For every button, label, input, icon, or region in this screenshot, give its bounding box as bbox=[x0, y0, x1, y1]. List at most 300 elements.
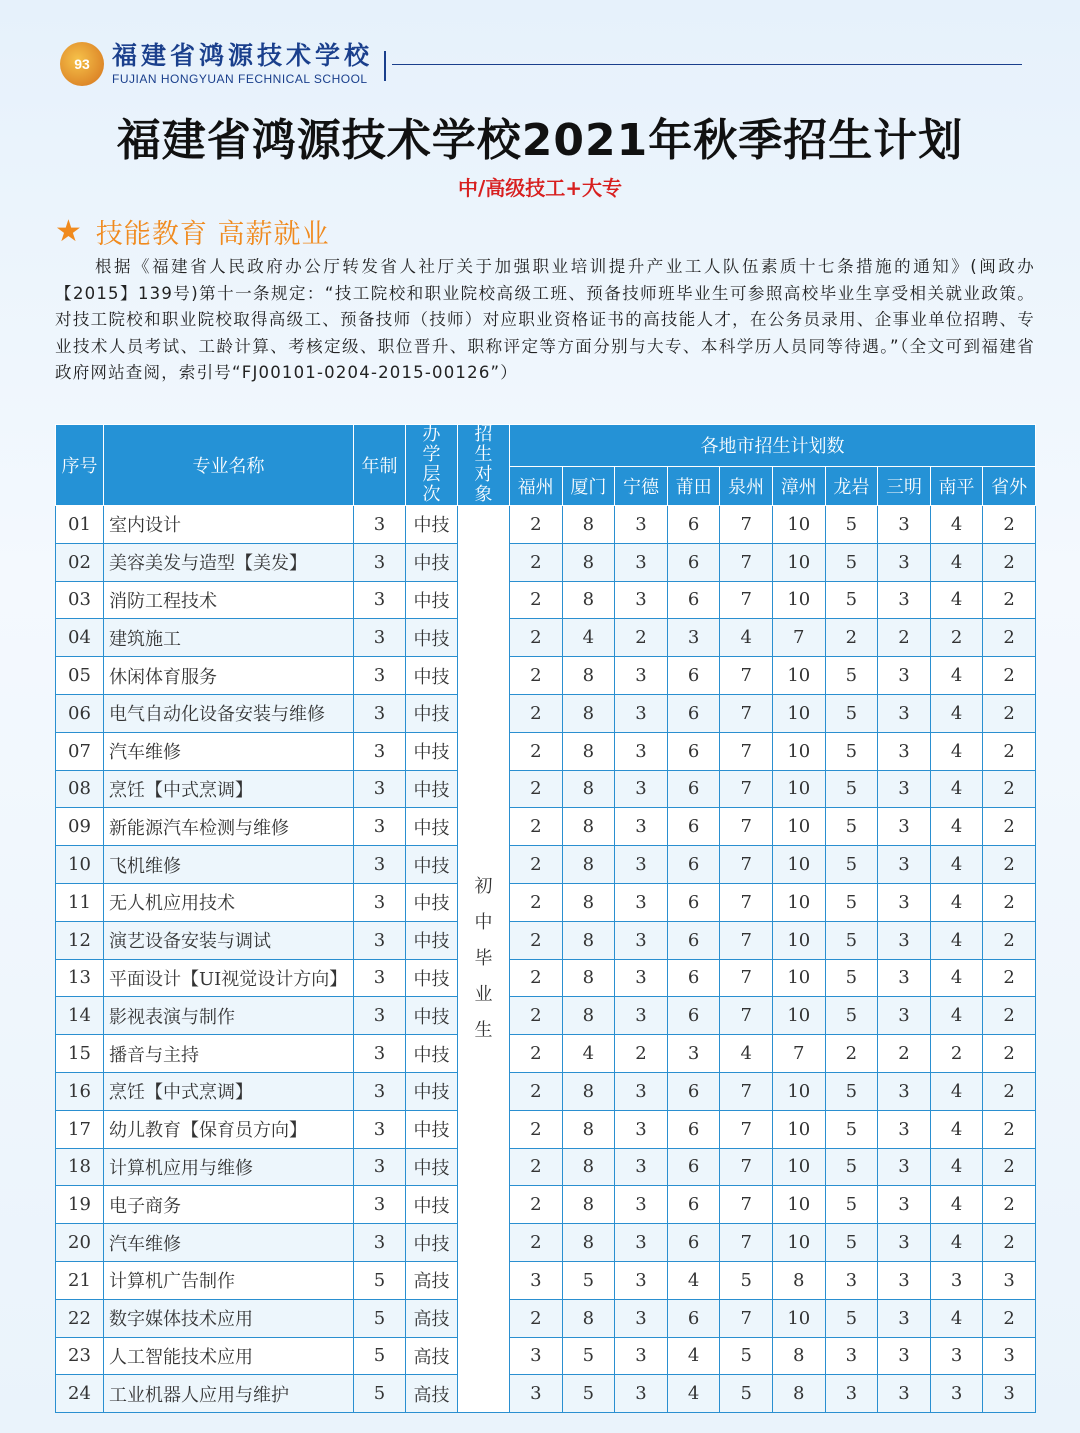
row-count: 2 bbox=[983, 657, 1036, 695]
row-level: 中技 bbox=[406, 997, 458, 1035]
row-count: 8 bbox=[562, 883, 615, 921]
row-count: 6 bbox=[667, 1148, 720, 1186]
row-count: 4 bbox=[930, 1148, 983, 1186]
row-count: 3 bbox=[667, 619, 720, 657]
row-count: 8 bbox=[562, 1299, 615, 1337]
row-count: 3 bbox=[878, 1148, 931, 1186]
row-count: 10 bbox=[772, 921, 825, 959]
table-row bbox=[56, 1375, 1036, 1413]
row-count: 7 bbox=[720, 732, 773, 770]
row-count: 3 bbox=[510, 1261, 563, 1299]
table-row bbox=[56, 1186, 1036, 1224]
table-row bbox=[56, 1110, 1036, 1148]
row-count: 6 bbox=[667, 506, 720, 544]
row-count: 6 bbox=[667, 997, 720, 1035]
table-row bbox=[56, 619, 1036, 657]
row-count: 4 bbox=[930, 694, 983, 732]
row-count: 8 bbox=[562, 732, 615, 770]
table-row bbox=[56, 1261, 1036, 1299]
row-count: 4 bbox=[930, 1224, 983, 1262]
row-count: 3 bbox=[930, 1337, 983, 1375]
row-name: 烹饪【中式烹调】 bbox=[104, 770, 354, 808]
row-level: 中技 bbox=[406, 543, 458, 581]
row-years: 3 bbox=[354, 921, 406, 959]
row-count: 10 bbox=[772, 959, 825, 997]
row-count: 2 bbox=[878, 1035, 931, 1073]
row-count: 2 bbox=[825, 1035, 878, 1073]
row-seq: 07 bbox=[56, 732, 104, 770]
table-row bbox=[56, 921, 1036, 959]
row-count: 3 bbox=[615, 694, 668, 732]
row-count: 2 bbox=[510, 921, 563, 959]
row-count: 3 bbox=[878, 770, 931, 808]
row-level: 中技 bbox=[406, 619, 458, 657]
row-name: 消防工程技术 bbox=[104, 581, 354, 619]
row-level: 中技 bbox=[406, 732, 458, 770]
row-count: 7 bbox=[720, 959, 773, 997]
table-row bbox=[56, 1224, 1036, 1262]
row-count: 2 bbox=[510, 732, 563, 770]
row-count: 7 bbox=[720, 921, 773, 959]
row-count: 6 bbox=[667, 846, 720, 884]
page-title: 福建省鸿源技术学校2021年秋季招生计划 bbox=[116, 115, 964, 166]
row-count: 10 bbox=[772, 657, 825, 695]
row-count: 3 bbox=[878, 543, 931, 581]
row-level: 中技 bbox=[406, 1224, 458, 1262]
row-count: 2 bbox=[510, 770, 563, 808]
row-count: 5 bbox=[825, 1110, 878, 1148]
row-level: 中技 bbox=[406, 921, 458, 959]
table-row bbox=[56, 846, 1036, 884]
header-target-text: 招生对象 bbox=[474, 424, 493, 505]
row-count: 3 bbox=[615, 846, 668, 884]
row-count: 3 bbox=[878, 959, 931, 997]
row-count: 7 bbox=[720, 770, 773, 808]
header-regions-group: 各地市招生计划数 bbox=[510, 425, 1036, 467]
row-name: 影视表演与制作 bbox=[104, 997, 354, 1035]
row-count: 2 bbox=[983, 1035, 1036, 1073]
row-count: 2 bbox=[983, 1186, 1036, 1224]
row-years: 5 bbox=[354, 1299, 406, 1337]
row-count: 2 bbox=[983, 1110, 1036, 1148]
row-count: 4 bbox=[930, 732, 983, 770]
row-count: 3 bbox=[878, 506, 931, 544]
row-count: 8 bbox=[562, 997, 615, 1035]
school-names bbox=[112, 43, 373, 85]
star-icon: ★ bbox=[55, 214, 82, 249]
row-count: 3 bbox=[615, 1337, 668, 1375]
row-count: 8 bbox=[772, 1337, 825, 1375]
row-count: 3 bbox=[878, 1224, 931, 1262]
header-divider bbox=[384, 51, 386, 81]
row-level: 中技 bbox=[406, 506, 458, 544]
row-count: 3 bbox=[615, 959, 668, 997]
row-count: 7 bbox=[720, 543, 773, 581]
row-name: 新能源汽车检测与维修 bbox=[104, 808, 354, 846]
row-count: 10 bbox=[772, 732, 825, 770]
row-count: 6 bbox=[667, 883, 720, 921]
row-count: 8 bbox=[562, 506, 615, 544]
table-row bbox=[56, 808, 1036, 846]
row-count: 3 bbox=[878, 1375, 931, 1413]
row-count: 8 bbox=[772, 1375, 825, 1413]
row-count: 10 bbox=[772, 1224, 825, 1262]
row-count: 5 bbox=[825, 1148, 878, 1186]
row-level: 中技 bbox=[406, 657, 458, 695]
row-count: 2 bbox=[510, 506, 563, 544]
row-count: 3 bbox=[825, 1261, 878, 1299]
row-count: 7 bbox=[720, 808, 773, 846]
row-count: 4 bbox=[930, 883, 983, 921]
row-count: 2 bbox=[510, 1299, 563, 1337]
row-count: 10 bbox=[772, 1110, 825, 1148]
row-level: 高技 bbox=[406, 1299, 458, 1337]
row-count: 2 bbox=[983, 1072, 1036, 1110]
header-years: 年制 bbox=[354, 425, 406, 506]
row-count: 4 bbox=[930, 1072, 983, 1110]
row-count: 2 bbox=[983, 619, 1036, 657]
row-years: 3 bbox=[354, 694, 406, 732]
row-count: 2 bbox=[510, 619, 563, 657]
row-count: 2 bbox=[510, 694, 563, 732]
row-count: 7 bbox=[772, 619, 825, 657]
row-count: 2 bbox=[983, 921, 1036, 959]
row-count: 2 bbox=[615, 1035, 668, 1073]
row-count: 2 bbox=[510, 657, 563, 695]
row-count: 3 bbox=[615, 1186, 668, 1224]
row-count: 2 bbox=[510, 997, 563, 1035]
row-count: 3 bbox=[615, 581, 668, 619]
row-count: 3 bbox=[510, 1375, 563, 1413]
row-count: 2 bbox=[878, 619, 931, 657]
row-count: 3 bbox=[878, 1186, 931, 1224]
row-years: 3 bbox=[354, 1148, 406, 1186]
row-count: 3 bbox=[615, 883, 668, 921]
row-name: 工业机器人应用与维护 bbox=[104, 1375, 354, 1413]
header-region: 漳州 bbox=[772, 466, 825, 505]
row-count: 3 bbox=[615, 657, 668, 695]
table-row bbox=[56, 732, 1036, 770]
row-count: 4 bbox=[930, 846, 983, 884]
row-seq: 23 bbox=[56, 1337, 104, 1375]
row-level: 高技 bbox=[406, 1261, 458, 1299]
row-count: 5 bbox=[825, 543, 878, 581]
row-name: 数字媒体技术应用 bbox=[104, 1299, 354, 1337]
row-count: 2 bbox=[983, 581, 1036, 619]
row-name: 烹饪【中式烹调】 bbox=[104, 1072, 354, 1110]
row-count: 5 bbox=[825, 657, 878, 695]
row-count: 2 bbox=[510, 959, 563, 997]
row-count: 4 bbox=[930, 543, 983, 581]
table-row bbox=[56, 1299, 1036, 1337]
row-count: 5 bbox=[825, 959, 878, 997]
row-name: 汽车维修 bbox=[104, 1224, 354, 1262]
row-seq: 04 bbox=[56, 619, 104, 657]
slogan-text: 技能教育 高薪就业 bbox=[95, 219, 330, 250]
row-count: 3 bbox=[878, 921, 931, 959]
row-years: 3 bbox=[354, 959, 406, 997]
row-count: 3 bbox=[615, 1110, 668, 1148]
row-count: 7 bbox=[720, 1110, 773, 1148]
row-count: 2 bbox=[983, 732, 1036, 770]
row-count: 7 bbox=[720, 581, 773, 619]
row-seq: 19 bbox=[56, 1186, 104, 1224]
row-name: 播音与主持 bbox=[104, 1035, 354, 1073]
row-count: 4 bbox=[930, 1186, 983, 1224]
row-count: 4 bbox=[930, 1110, 983, 1148]
row-count: 4 bbox=[562, 1035, 615, 1073]
row-count: 2 bbox=[510, 581, 563, 619]
row-level: 中技 bbox=[406, 1110, 458, 1148]
row-count: 4 bbox=[930, 921, 983, 959]
row-count: 10 bbox=[772, 1186, 825, 1224]
row-count: 3 bbox=[615, 732, 668, 770]
row-seq: 24 bbox=[56, 1375, 104, 1413]
row-name: 汽车维修 bbox=[104, 732, 354, 770]
row-name: 电子商务 bbox=[104, 1186, 354, 1224]
row-count: 2 bbox=[510, 1072, 563, 1110]
row-count: 2 bbox=[510, 1035, 563, 1073]
row-count: 3 bbox=[615, 997, 668, 1035]
row-count: 2 bbox=[983, 959, 1036, 997]
row-count: 8 bbox=[562, 770, 615, 808]
row-count: 4 bbox=[667, 1375, 720, 1413]
row-count: 5 bbox=[825, 1299, 878, 1337]
row-seq: 02 bbox=[56, 543, 104, 581]
row-count: 8 bbox=[562, 808, 615, 846]
row-count: 3 bbox=[615, 543, 668, 581]
row-count: 7 bbox=[720, 1072, 773, 1110]
row-name: 室内设计 bbox=[104, 506, 354, 544]
header-region: 龙岩 bbox=[825, 466, 878, 505]
row-count: 2 bbox=[983, 770, 1036, 808]
row-years: 5 bbox=[354, 1261, 406, 1299]
row-name: 平面设计【UI视觉设计方向】 bbox=[104, 959, 354, 997]
table-row bbox=[56, 543, 1036, 581]
row-count: 3 bbox=[983, 1337, 1036, 1375]
row-count: 2 bbox=[510, 1110, 563, 1148]
row-count: 4 bbox=[720, 1035, 773, 1073]
row-name: 无人机应用技术 bbox=[104, 883, 354, 921]
row-name: 美容美发与造型【美发】 bbox=[104, 543, 354, 581]
table-row bbox=[56, 1035, 1036, 1073]
row-count: 3 bbox=[878, 1261, 931, 1299]
row-count: 5 bbox=[825, 770, 878, 808]
row-count: 4 bbox=[930, 581, 983, 619]
row-name: 电气自动化设备安装与维修 bbox=[104, 694, 354, 732]
row-name: 幼儿教育【保育员方向】 bbox=[104, 1110, 354, 1148]
row-seq: 06 bbox=[56, 694, 104, 732]
row-count: 5 bbox=[825, 1224, 878, 1262]
row-years: 3 bbox=[354, 883, 406, 921]
row-count: 3 bbox=[878, 1299, 931, 1337]
row-count: 3 bbox=[878, 808, 931, 846]
row-years: 5 bbox=[354, 1337, 406, 1375]
row-years: 3 bbox=[354, 657, 406, 695]
row-count: 5 bbox=[825, 732, 878, 770]
row-count: 3 bbox=[930, 1375, 983, 1413]
header-level bbox=[406, 425, 458, 506]
row-level: 中技 bbox=[406, 1072, 458, 1110]
row-count: 2 bbox=[983, 808, 1036, 846]
row-count: 7 bbox=[772, 1035, 825, 1073]
target-cell bbox=[458, 506, 510, 1413]
row-count: 5 bbox=[562, 1337, 615, 1375]
row-seq: 20 bbox=[56, 1224, 104, 1262]
row-years: 3 bbox=[354, 506, 406, 544]
row-count: 3 bbox=[615, 808, 668, 846]
row-count: 2 bbox=[510, 1148, 563, 1186]
row-count: 8 bbox=[562, 1148, 615, 1186]
row-level: 中技 bbox=[406, 581, 458, 619]
row-count: 10 bbox=[772, 1299, 825, 1337]
row-count: 4 bbox=[667, 1261, 720, 1299]
row-count: 7 bbox=[720, 1224, 773, 1262]
row-count: 5 bbox=[720, 1337, 773, 1375]
row-count: 7 bbox=[720, 694, 773, 732]
row-count: 3 bbox=[878, 846, 931, 884]
row-count: 2 bbox=[983, 883, 1036, 921]
row-count: 6 bbox=[667, 1224, 720, 1262]
row-count: 7 bbox=[720, 506, 773, 544]
row-count: 2 bbox=[510, 1186, 563, 1224]
row-count: 3 bbox=[878, 581, 931, 619]
row-seq: 03 bbox=[56, 581, 104, 619]
row-seq: 21 bbox=[56, 1261, 104, 1299]
row-count: 3 bbox=[667, 1035, 720, 1073]
row-count: 5 bbox=[720, 1375, 773, 1413]
row-level: 中技 bbox=[406, 1186, 458, 1224]
row-years: 3 bbox=[354, 1072, 406, 1110]
row-count: 2 bbox=[825, 619, 878, 657]
school-name-en: FUJIAN HONGYUAN FECHNICAL SCHOOL bbox=[112, 72, 368, 86]
row-seq: 18 bbox=[56, 1148, 104, 1186]
row-count: 3 bbox=[983, 1261, 1036, 1299]
row-seq: 14 bbox=[56, 997, 104, 1035]
row-count: 3 bbox=[615, 770, 668, 808]
row-count: 5 bbox=[825, 921, 878, 959]
row-count: 8 bbox=[772, 1261, 825, 1299]
header-region: 省外 bbox=[983, 466, 1036, 505]
row-count: 3 bbox=[615, 921, 668, 959]
row-count: 5 bbox=[825, 694, 878, 732]
row-count: 2 bbox=[510, 1224, 563, 1262]
row-years: 3 bbox=[354, 770, 406, 808]
row-count: 8 bbox=[562, 581, 615, 619]
row-years: 3 bbox=[354, 997, 406, 1035]
row-count: 4 bbox=[930, 997, 983, 1035]
row-years: 3 bbox=[354, 619, 406, 657]
row-count: 5 bbox=[562, 1375, 615, 1413]
row-count: 10 bbox=[772, 883, 825, 921]
row-years: 3 bbox=[354, 1224, 406, 1262]
table-row bbox=[56, 506, 1036, 544]
row-level: 中技 bbox=[406, 694, 458, 732]
row-count: 3 bbox=[983, 1375, 1036, 1413]
row-count: 2 bbox=[983, 694, 1036, 732]
row-years: 3 bbox=[354, 1035, 406, 1073]
row-count: 3 bbox=[878, 883, 931, 921]
row-count: 10 bbox=[772, 808, 825, 846]
row-count: 6 bbox=[667, 732, 720, 770]
row-seq: 16 bbox=[56, 1072, 104, 1110]
row-count: 2 bbox=[983, 1148, 1036, 1186]
header-region: 厦门 bbox=[562, 466, 615, 505]
header-target bbox=[458, 425, 510, 506]
row-years: 3 bbox=[354, 581, 406, 619]
row-count: 6 bbox=[667, 1299, 720, 1337]
row-count: 6 bbox=[667, 1110, 720, 1148]
row-level: 中技 bbox=[406, 1148, 458, 1186]
row-level: 中技 bbox=[406, 959, 458, 997]
row-count: 3 bbox=[878, 997, 931, 1035]
row-count: 2 bbox=[983, 543, 1036, 581]
row-count: 5 bbox=[825, 1186, 878, 1224]
row-count: 2 bbox=[983, 506, 1036, 544]
enrollment-plan-table bbox=[55, 424, 1036, 1413]
row-count: 4 bbox=[930, 959, 983, 997]
row-years: 5 bbox=[354, 1375, 406, 1413]
header-region: 南平 bbox=[930, 466, 983, 505]
row-count: 2 bbox=[510, 883, 563, 921]
row-count: 3 bbox=[878, 1072, 931, 1110]
row-name: 演艺设备安装与调试 bbox=[104, 921, 354, 959]
header-seq: 序号 bbox=[56, 425, 104, 506]
row-count: 4 bbox=[667, 1337, 720, 1375]
row-count: 7 bbox=[720, 1299, 773, 1337]
row-level: 中技 bbox=[406, 770, 458, 808]
row-count: 2 bbox=[930, 619, 983, 657]
row-years: 3 bbox=[354, 808, 406, 846]
table-row bbox=[56, 581, 1036, 619]
row-count: 10 bbox=[772, 1148, 825, 1186]
row-count: 3 bbox=[510, 1337, 563, 1375]
row-count: 8 bbox=[562, 1110, 615, 1148]
row-count: 6 bbox=[667, 770, 720, 808]
row-count: 6 bbox=[667, 921, 720, 959]
table-row bbox=[56, 1072, 1036, 1110]
row-name: 人工智能技术应用 bbox=[104, 1337, 354, 1375]
row-seq: 05 bbox=[56, 657, 104, 695]
row-seq: 08 bbox=[56, 770, 104, 808]
row-count: 10 bbox=[772, 543, 825, 581]
row-count: 2 bbox=[510, 846, 563, 884]
target-text: 初中毕业生 bbox=[474, 876, 493, 1042]
table-row bbox=[56, 959, 1036, 997]
table-body bbox=[56, 506, 1036, 1413]
row-count: 2 bbox=[983, 997, 1036, 1035]
row-count: 10 bbox=[772, 846, 825, 884]
row-count: 4 bbox=[930, 506, 983, 544]
row-count: 3 bbox=[878, 657, 931, 695]
row-count: 2 bbox=[983, 846, 1036, 884]
row-seq: 17 bbox=[56, 1110, 104, 1148]
row-count: 5 bbox=[562, 1261, 615, 1299]
row-count: 7 bbox=[720, 997, 773, 1035]
row-count: 5 bbox=[825, 581, 878, 619]
row-count: 4 bbox=[562, 619, 615, 657]
row-count: 10 bbox=[772, 770, 825, 808]
row-count: 2 bbox=[615, 619, 668, 657]
row-name: 休闲体育服务 bbox=[104, 657, 354, 695]
row-level: 中技 bbox=[406, 883, 458, 921]
row-count: 5 bbox=[825, 506, 878, 544]
row-years: 3 bbox=[354, 1110, 406, 1148]
row-level: 中技 bbox=[406, 808, 458, 846]
row-count: 6 bbox=[667, 581, 720, 619]
row-count: 3 bbox=[930, 1261, 983, 1299]
row-name: 建筑施工 bbox=[104, 619, 354, 657]
